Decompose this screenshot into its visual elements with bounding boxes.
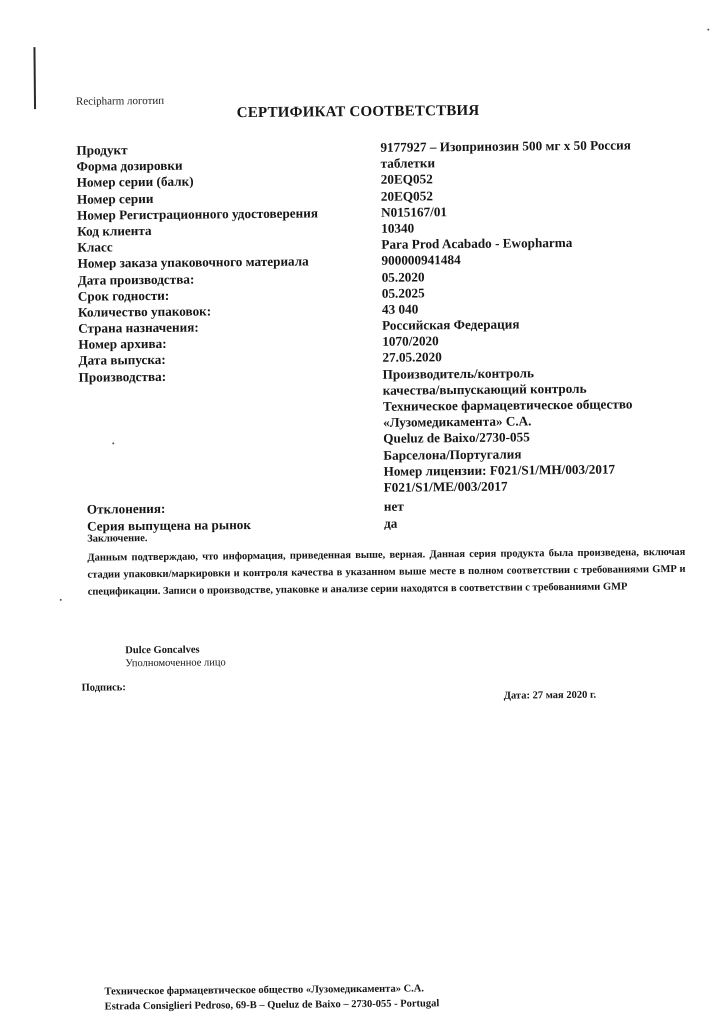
field-value-line: 27.05.2020: [382, 349, 442, 366]
field-value: [382, 301, 418, 318]
field-label: Срок годности:: [77, 287, 170, 304]
field-value: [381, 172, 433, 189]
footer-company: Техническое фармацевтическое общество «Лузомедикамента» С.А.: [104, 983, 425, 998]
field-label: Номер серии: [76, 190, 154, 207]
field-value-line: 900000941484: [381, 252, 461, 269]
field-value-line: Техническое фармацевтическое общество: [382, 396, 633, 414]
field-value-line: 20EQ052: [380, 187, 433, 204]
field-value-line: N015167/01: [380, 203, 448, 220]
field-manufacturing: [79, 364, 635, 499]
field-value-line: таблетки: [380, 155, 436, 171]
scan-margin-line: [33, 47, 36, 109]
field-value-line: Российская Федерация: [382, 316, 520, 333]
field-label: Код клиента: [77, 222, 152, 239]
field-value-line: 05.2025: [381, 285, 425, 301]
scan-speck: [707, 29, 709, 31]
field-value: [381, 252, 460, 269]
signature-label: Подпись:: [81, 682, 126, 694]
footer-address: [104, 981, 439, 1014]
field-value: [382, 317, 519, 335]
field-value: [381, 204, 447, 221]
field-value-line: 43 040: [381, 301, 419, 317]
footer-street: Estrada Consiglieri Pedroso, 69-B – Queluz de Baixo – 2730-055 - Portugal: [104, 998, 440, 1013]
field-value-line: Номер лицензии: F021/S1/МН/003/2017: [383, 461, 616, 479]
field-value: [382, 269, 425, 286]
signer-role: Уполномоченное лицо: [125, 657, 226, 670]
field-value: [380, 137, 631, 156]
field-value-line: качества/выпускающий контроль: [382, 380, 587, 398]
field-value: [382, 333, 439, 350]
field-label: Дата производства:: [77, 271, 195, 288]
signer-name: Dulce Goncalves: [125, 644, 200, 657]
field-value-line: 05.2020: [381, 268, 425, 285]
release-fields: [87, 498, 404, 535]
field-value: [381, 235, 572, 253]
conclusion-heading: Заключение.: [87, 533, 148, 545]
field-value: [383, 364, 634, 496]
field-value-line: «Лузомедикамента» С.А.: [382, 413, 532, 430]
field-label: Номер серии (балк): [76, 173, 194, 191]
field-label: Дата выпуска:: [78, 352, 166, 369]
field-value-line: 10340: [381, 220, 415, 236]
conclusion-text: Данным подтверждаю, что информация, приведенная выше, верная. Данная серия продукта была произведена, включая стадии упаковки/маркировки и контроля качества в указанном выше месте в полном соответствии с требованиями GMP и спецификации. Записи о производстве, упаковке и анализе серии находятся в соответствии с требованиями GMP: [87, 546, 686, 598]
field-value-line: Para Prod Acabado - Ewopharma: [381, 235, 573, 252]
field-value: да: [383, 515, 398, 531]
field-value: [381, 188, 433, 205]
field-label: Продукт: [76, 142, 128, 158]
field-value-line: 9177927 – Изопринозин 500 мг х 50 Россия: [380, 137, 631, 155]
scan-speck: [60, 599, 62, 601]
field-market-release: [87, 515, 404, 535]
field-value-line: Queluz de Baixo/2730-055: [383, 429, 530, 447]
field-label: Производства:: [78, 368, 167, 385]
logo-note: Recipharm логотип: [75, 94, 165, 108]
field-value: нет: [383, 498, 404, 514]
certificate-fields: [76, 137, 634, 498]
field-value-line: F021/S1/ME/003/2017: [383, 478, 508, 495]
field-label: Номер Регистрационного удостоверения: [76, 205, 319, 223]
field-value: [381, 220, 414, 237]
field-value: [382, 285, 425, 302]
field-value-line: Барселона/Португалия: [383, 446, 522, 463]
field-label: Номер заказа упаковочного материала: [77, 253, 309, 272]
field-label: Серия выпущена на рынок: [86, 517, 252, 534]
field-label: Номер архива:: [78, 336, 167, 352]
field-value-line: Производитель/контроль: [382, 364, 535, 382]
field-label: Форма дозировки: [76, 157, 183, 174]
field-label: Страна назначения:: [78, 319, 199, 336]
field-value: [382, 350, 441, 367]
field-label: Класс: [77, 239, 113, 255]
field-value-line: 1070/2020: [382, 333, 439, 350]
signature-date: Дата: 27 мая 2020 г.: [503, 689, 597, 702]
field-value: [381, 155, 436, 172]
certificate-title: СЕРТИФИКАТ СООТВЕТСТВИЯ: [236, 102, 480, 122]
field-value-line: 20EQ052: [380, 171, 433, 188]
field-label: Отклонения:: [86, 500, 166, 517]
field-label: Количество упаковок:: [77, 303, 212, 320]
